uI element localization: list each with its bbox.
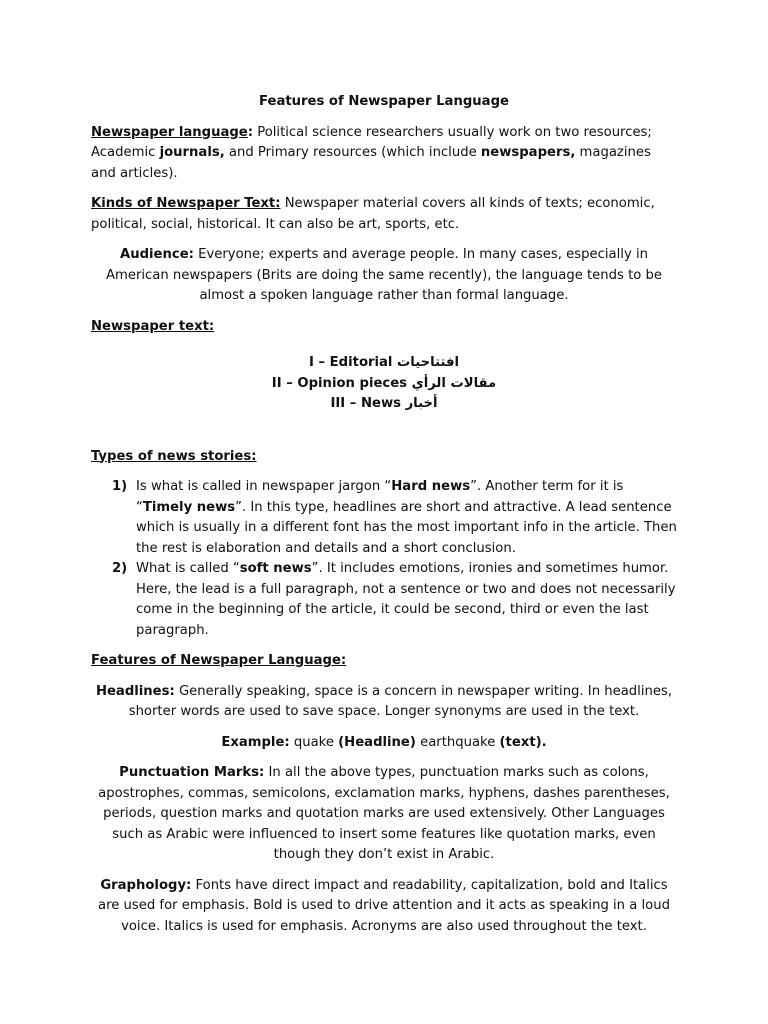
- example-text-2: earthquake: [415, 734, 500, 750]
- kinds-text: Newspaper material covers all kinds of texts; economic, political, social, historical. It can also be art, sports, etc.: [91, 196, 655, 232]
- document-page: [91, 92, 677, 947]
- section-opinion-en: II – Opinion pieces: [271, 375, 412, 391]
- graphology-text: Fonts have direct impact and readability, capitalization, bold and Italics are used for emphasis. Bold is used to drive attention and it acts as speaking in a loud voice. Italics is used for emphasis. Acronyms are also used throughout the text.: [98, 877, 670, 934]
- kinds-heading: Kinds of Newspaper Text:: [91, 196, 281, 211]
- journals-bold: journals,: [159, 145, 225, 160]
- punctuation-text: In all the above types, punctuation marks such as colons, apostrophes, commas, semicolons, exclamation marks, hyphens, dashes parentheses, periods, question marks and quotation marks are used extensively. Other Languages such as Arabic were influenced to insert some features like quotation marks, even though they don’t exist in Arabic.: [98, 765, 670, 862]
- list-item-number: 1): [112, 479, 128, 494]
- list-item: [91, 477, 677, 559]
- graphology-paragraph: [91, 876, 677, 938]
- section-news-en: III – News: [330, 396, 406, 411]
- example-text-bold: (text).: [499, 734, 547, 750]
- newspaper-language-colon: :: [247, 124, 254, 140]
- news-types-list: [91, 477, 677, 641]
- section-editorial-ar: افتتاحيات: [397, 355, 460, 370]
- newspaper-text-heading: Newspaper text:: [91, 318, 215, 334]
- hard-news-bold: Hard news: [391, 479, 471, 494]
- example-headline-bold: (Headline): [338, 734, 416, 750]
- list-item: [91, 559, 677, 641]
- newspaper-language-heading: Newspaper language: [91, 124, 248, 140]
- example-paragraph: [91, 733, 677, 754]
- newspaper-language-text-3: magazines and articles).: [91, 145, 651, 181]
- list-item-text: ”. In this type, headlines are short and attractive. A lead sentence which is usually in a different font has the most important info in the article. Then the rest is elaboration and details and a short conclusion.: [136, 499, 677, 556]
- kinds-paragraph: [91, 194, 677, 235]
- newspapers-bold: newspapers,: [480, 145, 576, 160]
- newspaper-language-paragraph: [91, 123, 677, 185]
- audience-text: Everyone; experts and average people. In many cases, especially in American newspapers (Brits are doing the same recently), the language tends to be almost a spoken language rather than formal language.: [105, 247, 663, 303]
- example-text-1: quake: [289, 734, 339, 750]
- section-editorial-en: I – Editorial: [308, 355, 398, 370]
- example-label: Example:: [221, 734, 290, 750]
- headlines-text: Generally speaking, space is a concern in newspaper writing. In headlines, shorter words are used to save space. Longer synonyms are used in the text.: [128, 683, 673, 719]
- list-item-number: 2): [112, 561, 128, 576]
- punctuation-label: Punctuation Marks:: [119, 765, 265, 780]
- headlines-label: Headlines:: [95, 683, 175, 699]
- graphology-label: Graphology:: [100, 877, 192, 893]
- section-opinion-ar: مقالات الرأي: [411, 375, 497, 391]
- list-item-text: ”. It includes emotions, ironies and sometimes humor. Here, the lead is a full paragraph, not a sentence or two and does not necessarily come in the beginning of the article, it could be second, third or even the last paragraph.: [136, 561, 676, 638]
- punctuation-paragraph: [91, 763, 677, 866]
- section-editorial: [91, 353, 677, 374]
- document-title: Features of Newspaper Language: [259, 94, 509, 109]
- headlines-paragraph: [91, 682, 677, 723]
- features-heading: Features of Newspaper Language:: [91, 653, 347, 668]
- list-item-text: What is called “: [136, 561, 240, 576]
- section-news: [91, 394, 677, 415]
- newspaper-language-text-1: Political science researchers usually work on two resources; Academic: [91, 124, 652, 160]
- audience-paragraph: [91, 245, 677, 307]
- timely-news-bold: Timely news: [142, 499, 236, 515]
- newspaper-language-text-2: and Primary resources (which include: [224, 145, 481, 160]
- newspaper-text-sections: [91, 353, 677, 415]
- soft-news-bold: soft news: [239, 561, 312, 576]
- audience-label: Audience:: [120, 247, 194, 262]
- types-heading: Types of news stories:: [91, 448, 257, 464]
- list-item-text: Is what is called in newspaper jargon “: [136, 479, 392, 494]
- section-opinion: [91, 374, 677, 395]
- list-item-text: ”. Another term for it is “: [136, 479, 624, 515]
- section-news-ar: أخبار: [405, 396, 438, 411]
